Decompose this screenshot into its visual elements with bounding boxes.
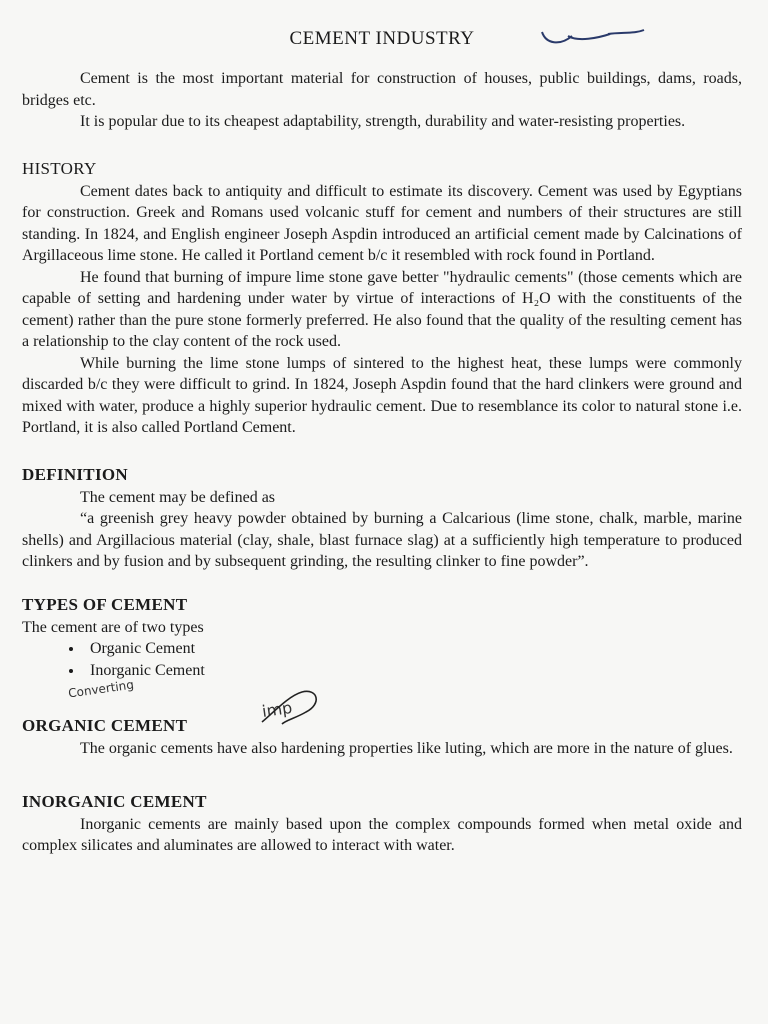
inorganic-heading: INORGANIC CEMENT xyxy=(22,791,207,811)
history-paragraph-3: While burning the lime stone lumps of sintered to the highest heat, these lumps were commonly discarded b/c they were difficult to grind. In 1824, Joseph Aspdin found that the hard clinkers were ground and mixed with water, produce a highly superior hydraulic cement. Due to resemblance its color to natural stone i.e. Portland, it is also called Portland Cement. xyxy=(22,354,742,436)
organic-paragraph: The organic cements have also hardening properties like luting, which are more in the nature of glues. xyxy=(80,740,733,757)
definition-heading: DEFINITION xyxy=(22,464,128,484)
handwritten-imp-note: imp xyxy=(260,697,294,722)
inorganic-paragraph: Inorganic cements are mainly based upon the complex compounds formed when metal oxide and complex silicates and aluminates are allowed to interact with water. xyxy=(22,815,742,854)
handwritten-converting-note: Converting xyxy=(67,677,135,701)
list-item: • Organic Cement xyxy=(84,638,742,660)
types-heading: TYPES OF CEMENT xyxy=(22,594,188,614)
handwritten-circle-icon xyxy=(252,684,328,732)
types-lead: The cement are of two types xyxy=(22,618,204,636)
page-title: CEMENT INDUSTRY xyxy=(289,28,475,49)
definition-quote: “a greenish grey heavy powder obtained by burning a Calcarious (lime stone, chalk, marble, marine shells) and Argillacious material (clay, shale, blast furnace slag) at a sufficiently high temperature to produced clinkers and by fusion and by subsequent grinding, the resulting clinker to fine powder”. xyxy=(22,510,742,570)
types-list xyxy=(22,638,742,682)
definition-lead: The cement may be defined as xyxy=(80,488,276,506)
intro-paragraph-2: It is popular due to its cheapest adaptability, strength, durability and water-resisting properties. xyxy=(80,113,686,130)
handwritten-scribble-icon xyxy=(538,22,648,52)
history-paragraph-1: Cement dates back to antiquity and difficult to estimate its discovery. Cement was used by Egyptians for construction. Greek and Romans used volcanic stuff for cement and numbers of their structures are still standing. In 1824, and English engineer Joseph Aspdin introduced an artificial cement made by Calcinations of Argillaceous lime stone. He called it Portland cement b/c it resembled with rock found in Portland. xyxy=(22,182,742,264)
list-item: • Inorganic Cement xyxy=(84,660,742,682)
history-heading: HISTORY xyxy=(22,158,97,178)
organic-heading: ORGANIC CEMENT xyxy=(22,716,188,735)
intro-paragraph-1: Cement is the most important material for construction of houses, public buildings, dams, roads, bridges etc. xyxy=(22,70,742,109)
history-paragraph-2: He found that burning of impure lime stone gave better "hydraulic cements" (those cements which are capable of setting and hardening under water by virtue of interactions of H₂O with the constituents of the cement) rather than the pure stone formerly preferred. He also found that the quality of the resulting cement has a relationship to the clay content of the rock used. xyxy=(22,268,742,350)
